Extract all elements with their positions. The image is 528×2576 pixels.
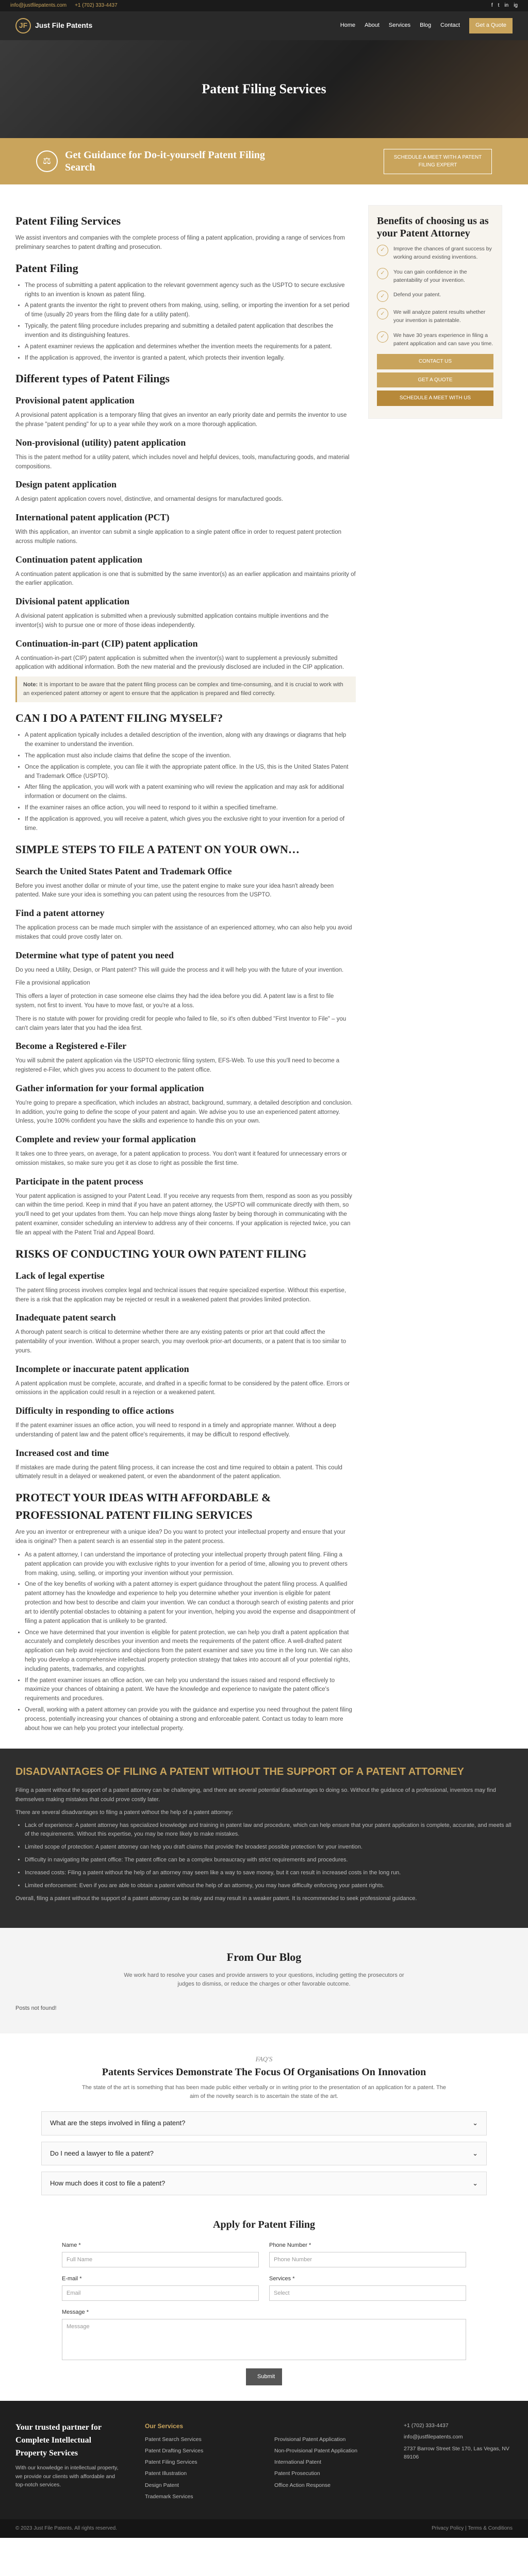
contact-us-button[interactable]: CONTACT US (377, 354, 493, 369)
lack-heading: Lack of legal expertise (15, 1270, 105, 1281)
footer-link[interactable]: International Patent (274, 2459, 322, 2466)
faq-kicker: FAQ'S (255, 2055, 273, 2063)
list-item: • A patent application typically includes a detailed description of the invention, along with any drawings or diagrams that help the examiner to understand the invention. (25, 731, 356, 750)
benefit-text: You can gain confidence in the patentability of your invention. (393, 268, 467, 283)
site-footer (0, 2401, 528, 2519)
email-label: E-mail * (62, 2275, 82, 2282)
list-item: • If the patent examiner issues an office action, we can help you understand the issues raised and respond effectively to maximize your chances of obtaining a patent. We have the knowledge and experience to navigate the patent office's requirements and procedures. (25, 1676, 356, 1704)
footer-about (15, 2421, 124, 2504)
check-icon: ✓ (377, 245, 388, 256)
facebook-icon[interactable]: f (491, 3, 493, 9)
efiler-text: You will submit the patent application via the USPTO electronic filing system, EFS-Web. To use this you'll need to become a registered e-Filer, which gives you access to document to the patent office. (15, 1058, 340, 1074)
footer-link[interactable]: Provisional Patent Application (274, 2436, 346, 2443)
difficulty-text: If the patent examiner issues an office action, you will need to respond in a timely and appropriate manner. Without a deep understanding of patent law and the patent office's requirements, it may be difficult to respond effectively. (15, 1422, 336, 1438)
type-text-2: File a provisional application (15, 980, 90, 987)
blog-section (0, 1928, 528, 2033)
footer-link[interactable]: Trademark Services (145, 2493, 193, 2500)
diy-list (25, 731, 356, 833)
instagram-icon[interactable]: ig (514, 3, 518, 9)
faq-item[interactable] (41, 2111, 487, 2135)
footer-tagline: Your trusted partner for Complete Intellectual Property Services (15, 2423, 102, 2458)
twitter-icon[interactable]: t (498, 3, 500, 9)
benefit-text: We will analyze patent results whether your invention is patentable. (393, 309, 486, 324)
nav-contact[interactable]: Contact (440, 22, 460, 29)
disadvantages-section (0, 1749, 528, 1927)
disadvantages-list (15, 1821, 513, 1890)
participate-text: Your patent application is assigned to your Patent Lead. If you receive any requests from them, respond as soon as you possibly can within the time period. Keep in mind that if you have an patent attorney, the USPTO will communicate directly with them, so you'll need to get your updates from them. You can help move things along faster by being thorough in communicating with the patent examiner, consider scheduling an interview to address any of their concerns. If your application is rejected twice, you can file an appeal with the Patent Trial and Appeal Board. (15, 1193, 352, 1236)
disadvantages-p1: Filing a patent without the support of a patent attorney can be challenging, and there are several potential disadvantages to doing so. Without the guidance of a professional, inventors may find themselves making mistakes that could prove costly later. (15, 1787, 496, 1803)
benefit-item (377, 308, 493, 325)
list-item: • If the examiner raises an office action, you will need to respond to it within a specified timeframe. (25, 804, 356, 813)
service-label: Services * (269, 2275, 295, 2282)
list-item: • A patent grants the inventor the right to prevent others from making, using, selling, or importing the invention for a set period of time (usually 20 years from the filing date for a utility patent). (25, 301, 356, 320)
nonprovisional-text: This is the patent method for a utility patent, which includes novel and helpful devices, tools, manufacturing goods, and material compositions. (15, 454, 350, 470)
content-wrap (0, 184, 528, 1749)
benefit-text: Improve the chances of grant success by working around existing inventions. (393, 246, 492, 261)
cost-heading: Increased cost and time (15, 1447, 109, 1458)
copyright-text: © 2023 Just File Patents. All rights reserved. (15, 2526, 117, 2532)
risks-heading: RISKS OF CONDUCTING YOUR OWN PATENT FILING (15, 1247, 307, 1260)
chevron-down-icon: ⌄ (472, 2149, 478, 2157)
gather-heading: Gather information for your formal application (15, 1082, 204, 1093)
benefit-text: Defend your patent. (393, 292, 441, 298)
provisional-text: A provisional patent application is a temporary filing that gives an inventor an early priority date and permits the inventor to use the phrase "patent pending" for up to a year while they work on a more thorough application. (15, 412, 347, 428)
list-item: • Lack of experience: A patent attorney has specialized knowledge and training in patent law and procedure, which can help ensure that your patent application is complete, accurate, and meets all of the requirements. Without this expertise, you may be more likely to make mistakes. (25, 1821, 513, 1839)
top-bar (0, 0, 528, 11)
schedule-meet-button[interactable]: SCHEDULE A MEET WITH A PATENT FILING EXPERT (384, 149, 492, 174)
provisional-heading: Provisional patent application (15, 395, 135, 406)
phone-col (269, 2241, 466, 2267)
nonprovisional-heading: Non-provisional (utility) patent application (15, 437, 186, 448)
logo-text: Just File Patents (35, 21, 93, 30)
name-label: Name * (62, 2242, 81, 2248)
footer-link[interactable]: Design Patent (145, 2482, 179, 2488)
footer-link[interactable]: Patent Drafting Services (145, 2447, 204, 2454)
search-heading: Search the United States Patent and Trademark Office (15, 866, 232, 876)
copyright-bar (0, 2519, 528, 2538)
name-col (62, 2241, 259, 2267)
social-icons (491, 2, 518, 10)
services-intro: We assist inventors and companies with the complete process of filing a patent application, providing a range of services from preliminary searches to patent drafting and prosecution. (15, 235, 345, 250)
continuation-heading: Continuation patent application (15, 554, 143, 565)
legal-links[interactable]: Privacy Policy | Terms & Conditions (432, 2526, 513, 2532)
list-item: • If the application is approved, you will receive a patent, which gives you the exclusive right to your invention for a period of time. (25, 815, 356, 834)
check-icon: ✓ (377, 291, 388, 302)
pct-heading: International patent application (PCT) (15, 512, 170, 523)
protect-heading: PROTECT YOUR IDEAS WITH AFFORDABLE & PROFESSIONAL PATENT FILING SERVICES (15, 1491, 271, 1522)
faq-item[interactable] (41, 2142, 487, 2165)
footer-services-title (274, 2421, 383, 2431)
blog-empty: Posts not found! (15, 2005, 57, 2012)
phone-field[interactable]: Phone Number (269, 2252, 466, 2267)
incomplete-text: A patent application must be complete, accurate, and drafted in a specific format to be considered by the patent office. Errors or omissions in the application could result in a rejection or a weakened patent. (15, 1380, 350, 1396)
benefit-item (377, 331, 493, 348)
message-field[interactable]: Message (62, 2319, 466, 2360)
form-row (62, 2275, 466, 2301)
footer-phone[interactable]: +1 (702) 333-4437 (404, 2422, 449, 2429)
footer-link[interactable]: Patent Filing Services (145, 2459, 197, 2466)
chevron-down-icon: ⌄ (472, 2119, 478, 2127)
submit-button[interactable]: Submit (246, 2368, 282, 2385)
nav-about[interactable]: About (365, 22, 380, 29)
list-item: • As a patent attorney, I can understand the importance of protecting your intellectual property through patent filing. Filing a patent application can provide you with exclusive rights to your invention for a period of time, allowing you to prevent others from making, using, selling, or importing your invention without your permission. (25, 1551, 356, 1578)
incomplete-heading: Incomplete or inaccurate patent application (15, 1363, 189, 1374)
footer-address: 2737 Barrow Street Ste 170, Las Vegas, NV 89106 (404, 2445, 509, 2460)
type-text-4: There is no statute with power for providing credit for people who failed to file, so it's often dubbed "First Inventor to File" – you can't claim years later that you had the idea first. (15, 1015, 346, 1031)
benefit-item (377, 268, 493, 285)
faq-section (0, 2033, 528, 2212)
main-content (15, 205, 356, 1738)
site-header (0, 11, 528, 40)
logo[interactable] (15, 18, 92, 33)
design-heading: Design patent application (15, 479, 117, 490)
top-email[interactable]: info@justfilepatents.com (10, 3, 67, 9)
nav-home[interactable]: Home (340, 22, 356, 29)
email-col (62, 2275, 259, 2301)
footer-link[interactable]: Non-Provisional Patent Application (274, 2447, 358, 2454)
email-field[interactable]: Email (62, 2285, 259, 2301)
lack-text: The patent filing process involves complex legal and technical issues that require specialized expertise. Without this expertise, there is a risk that the application may be rejected or result in a weakened patent that provides limited protection. (15, 1287, 346, 1303)
sidebar (368, 205, 502, 1738)
pct-text: With this application, an inventor can submit a single application to a single patent office in order to request patent protection across multiple nations. (15, 529, 342, 545)
main-nav (340, 18, 513, 33)
difficulty-heading: Difficulty in responding to office actions (15, 1405, 174, 1416)
participate-heading: Participate in the patent process (15, 1176, 143, 1187)
types-heading: Different types of Patent Filings (15, 372, 170, 385)
gather-text: You're going to prepare a specification, which includes an abstract, background, summary, a detailed description and conclusion. In addition, you're going to define the scope of your patent and again. We advise you to use an experienced patent attorney. Unless, you're 100% confident you have the skills and experience to handle this on your own. (15, 1099, 353, 1125)
faq-question: How much does it cost to file a patent? (50, 2179, 166, 2187)
footer-services-2 (274, 2421, 383, 2504)
disadvantages-p2: There are several disadvantages to filing a patent without the help of a patent attorney: (15, 1809, 233, 1816)
continuation-text: A continuation patent application is one that is submitted by the same inventor(s) as an earlier application and maintains priority of the earlier application. (15, 571, 356, 587)
footer-desc: With our knowledge in intellectual property, we provide our clients with affordable and top-notch services. (15, 2465, 119, 2488)
list-item: • If the application is approved, the inventor is granted a patent, which protects their invention legally. (25, 354, 356, 363)
footer-link[interactable]: Office Action Response (274, 2482, 331, 2488)
benefit-text: We have 30 years experience in filing a patent application and can save you time. (393, 332, 493, 347)
guidance-band (0, 138, 528, 184)
form-title: Apply for Patent Filing (213, 2218, 315, 2230)
benefits-box (368, 205, 502, 419)
cip-text: A continuation-in-part (CIP) patent application is submitted when the inventor(s) want to supplement a previously submitted application with additional information. Both the new material and the previously disclosed are included in the CIP application. (15, 655, 344, 671)
inadequate-heading: Inadequate patent search (15, 1312, 116, 1323)
design-text: A design patent application covers novel, distinctive, and ornamental designs for manufactured goods. (15, 496, 284, 503)
note-text: It is important to be aware that the patent filing process can be complex and time-consuming, and it is crucial to work with an experienced patent attorney or agent to ensure that the application is prepared and filed correctly. (23, 682, 343, 697)
benefits-title: Benefits of choosing us as your Patent Attorney (377, 215, 489, 239)
inadequate-text: A thorough patent search is critical to determine whether there are any existing patents or prior art that could affect the patentability of your invention. Without a proper search, you may overlook prior-art documents, or a patent that is too similar to yours. (15, 1329, 346, 1354)
faq-question: Do I need a lawyer to file a patent? (50, 2149, 154, 2157)
note-box (15, 676, 356, 702)
cip-heading: Continuation-in-part (CIP) patent application (15, 638, 198, 649)
list-item: • Difficulty in navigating the patent office: The patent office can be a complex bureaucracy with strict requirements and procedures. (25, 1856, 513, 1865)
faq-title: Patents Services Demonstrate The Focus Of Organisations On Innovation (102, 2066, 426, 2078)
nav-blog[interactable]: Blog (420, 22, 432, 29)
list-item: • The process of submitting a patent application to the relevant government agency such as the USPTO to secure exclusive rights to an invention is known as patent filing. (25, 281, 356, 300)
get-quote-button[interactable]: GET A QUOTE (377, 372, 493, 388)
list-item: • After filing the application, you will work with a patent examining who will review the application and may ask for additional information or document on the claims. (25, 783, 356, 802)
service-select[interactable]: Select (269, 2285, 466, 2301)
quote-button[interactable]: Get a Quote (469, 18, 513, 33)
schedule-button[interactable]: SCHEDULE A MEET WITH US (377, 391, 493, 406)
name-field[interactable]: Full Name (62, 2252, 259, 2267)
divisional-heading: Divisional patent application (15, 596, 130, 607)
check-icon: ✓ (377, 308, 388, 319)
blog-title: From Our Blog (226, 1950, 302, 1963)
guidance-title: Get Guidance for Do-it-yourself Patent Filing Search (65, 149, 265, 173)
footer-link[interactable]: Patent Illustration (145, 2470, 187, 2477)
services-heading: Patent Filing Services (15, 214, 121, 227)
phone-label: Phone Number * (269, 2242, 311, 2248)
faq-question: What are the steps involved in filing a patent? (50, 2119, 186, 2127)
hero-banner (0, 40, 528, 138)
filing-list (25, 281, 356, 363)
list-item: • Overall, working with a patent attorney can provide you with the guidance and expertise you need throughout the patent filing process, potentially increasing your chances of obtaining a strong and enforceable patent. Contact us today to learn more about how we can help you protect your intellectual property. (25, 1706, 356, 1733)
divisional-text: A divisional patent application is submitted when a previously submitted application contains multiple inventions and the inventor(s) wish to pursue one or more of those ideas independently. (15, 613, 329, 629)
check-icon: ✓ (377, 331, 388, 343)
attorney-text: The application process can be made much simpler with the assistance of an experienced attorney, who can also help you avoid mistakes that could prove costly later on. (15, 925, 352, 940)
footer-link[interactable]: Patent Prosecution (274, 2470, 320, 2477)
search-text: Before you invest another dollar or minute of your time, use the patent engine to make sure your idea hasn't already been patented. Make sure your idea is something you can patent using the resources from the USPTO. (15, 883, 334, 899)
type-heading: Determine what type of patent you need (15, 950, 174, 960)
footer-email[interactable]: info@justfilepatents.com (404, 2434, 463, 2441)
protect-list (25, 1551, 356, 1733)
message-label: Message * (62, 2309, 89, 2315)
page-title: Patent Filing Services (202, 81, 326, 96)
cost-text: If mistakes are made during the patent filing process, it can increase the cost and time required to obtain a patent. This could ultimately result in a delayed or weakened patent, or even the abandonment of the patent application. (15, 1464, 342, 1480)
list-item: • Once we have determined that your invention is eligible for patent protection, we can help you draft a patent application that accurately and completely describes your invention and meets the requirements of the patent office. A well-drafted patent application can help avoid rejections and objections from the patent examiner and save you time in the long run. We can also help you develop a comprehensive intellectual property protection strategy that takes into account all of your potential rights, including patents, trademarks, and copyrights. (25, 1629, 356, 1674)
attorney-heading: Find a patent attorney (15, 908, 105, 919)
type-text-3: This offers a layer of protection in case someone else claims they had the idea before you did. A patent law is a first to file system, not first to invent. You have to move fast, or you're at a loss. (15, 993, 334, 1009)
guidance-left (36, 149, 282, 174)
list-item: • Increased costs: Filing a patent without the help of an attorney may seem like a way to save money, but it can result in increased costs in the long run. (25, 1869, 513, 1877)
list-item: • Typically, the patent filing procedure includes preparing and submitting a detailed patent application that describes the invention and its distinguishing features. (25, 322, 356, 341)
list-item: • Limited scope of protection: A patent attorney can help you draft claims that provide the broadest possible protection for your invention. (25, 1843, 513, 1852)
top-contact (10, 2, 118, 10)
review-heading: Complete and review your formal application (15, 1134, 196, 1145)
efiler-heading: Become a Registered e-Filer (15, 1041, 127, 1052)
faq-intro: The state of the art is something that has been made public either verbally or in writing prior to the presentation of an application for a patent. The aim of the novelty search is to ascertain the state of the art. (81, 2084, 447, 2100)
nav-services[interactable]: Services (388, 22, 411, 29)
benefit-item (377, 245, 493, 262)
blog-intro: We work hard to resolve your cases and provide answers to your questions, including getting the prosecutors or judges to dismiss, or reduce the charges or other favorable outcome. (124, 1972, 404, 1988)
list-item: • A patent examiner reviews the application and determines whether the invention meets the requirements for a patent. (25, 343, 356, 352)
review-text: It takes one to three years, on average, for a patent application to process. You don't want it featured for unnecessary errors or omission mistakes, so make sure you get it as close to right as possible the first time. (15, 1151, 347, 1166)
service-col (269, 2275, 466, 2301)
top-phone[interactable]: +1 (702) 333-4437 (75, 3, 118, 9)
footer-link[interactable]: Patent Search Services (145, 2436, 202, 2443)
type-text-1: Do you need a Utility, Design, or Plant patent? This will guide the process and it will help you with the future of your invention. (15, 967, 344, 973)
disadvantages-p3: Overall, filing a patent without the support of a patent attorney can be risky and may result in a weaker patent. It is recommended to seek professional guidance. (15, 1895, 417, 1902)
benefit-item (377, 291, 493, 302)
chevron-down-icon: ⌄ (472, 2179, 478, 2187)
faq-item[interactable] (41, 2172, 487, 2195)
check-icon: ✓ (377, 268, 388, 279)
form-row (62, 2241, 466, 2267)
footer-services-1 (145, 2421, 254, 2504)
disadvantages-title: DISADVANTAGES OF FILING A PATENT WITHOUT THE SUPPORT OF A PATENT ATTORNEY (15, 1766, 464, 1778)
steps-heading: SIMPLE STEPS TO FILE A PATENT ON YOUR OWN… (15, 842, 300, 856)
list-item: • Once the application is complete, you can file it with the appropriate patent office. In the US, this is the United States Patent and Trademark Office (USPTO). (25, 763, 356, 782)
logo-mark: JF (15, 18, 31, 33)
list-item: • Limited enforcement: Even if you are able to obtain a patent without the help of an attorney, you may have difficulty enforcing your patent rights. (25, 1882, 513, 1890)
footer-contact (404, 2421, 513, 2504)
apply-form (0, 2212, 528, 2401)
filing-heading: Patent Filing (15, 261, 78, 275)
gavel-icon: ⚖ (36, 150, 58, 172)
footer-services-title: Our Services (145, 2422, 184, 2430)
linkedin-icon[interactable]: in (504, 3, 509, 9)
list-item: • One of the key benefits of working with a patent attorney is expert guidance throughout the patent filing process. A qualified patent attorney has the knowledge and experience to help you determine whether your invention is eligible for patent protection and how best to describe and claim your invention. We can conduct a thorough search of existing patents and prior art to identify potential obstacles to obtaining a patent for your invention, helping you avoid the expense and disappointment of filing a patent application that is unlikely to be granted. (25, 1580, 356, 1626)
protect-text: Are you an inventor or entrepreneur with a unique idea? Do you want to protect your intellectual property and ensure that your idea is original? Then a patent search is an essential step in the patent process. (15, 1529, 345, 1545)
note-label: Note: (23, 682, 38, 688)
list-item: • The application must also include claims that define the scope of the invention. (25, 752, 356, 761)
diy-heading: CAN I DO A PATENT FILING MYSELF? (15, 711, 223, 725)
